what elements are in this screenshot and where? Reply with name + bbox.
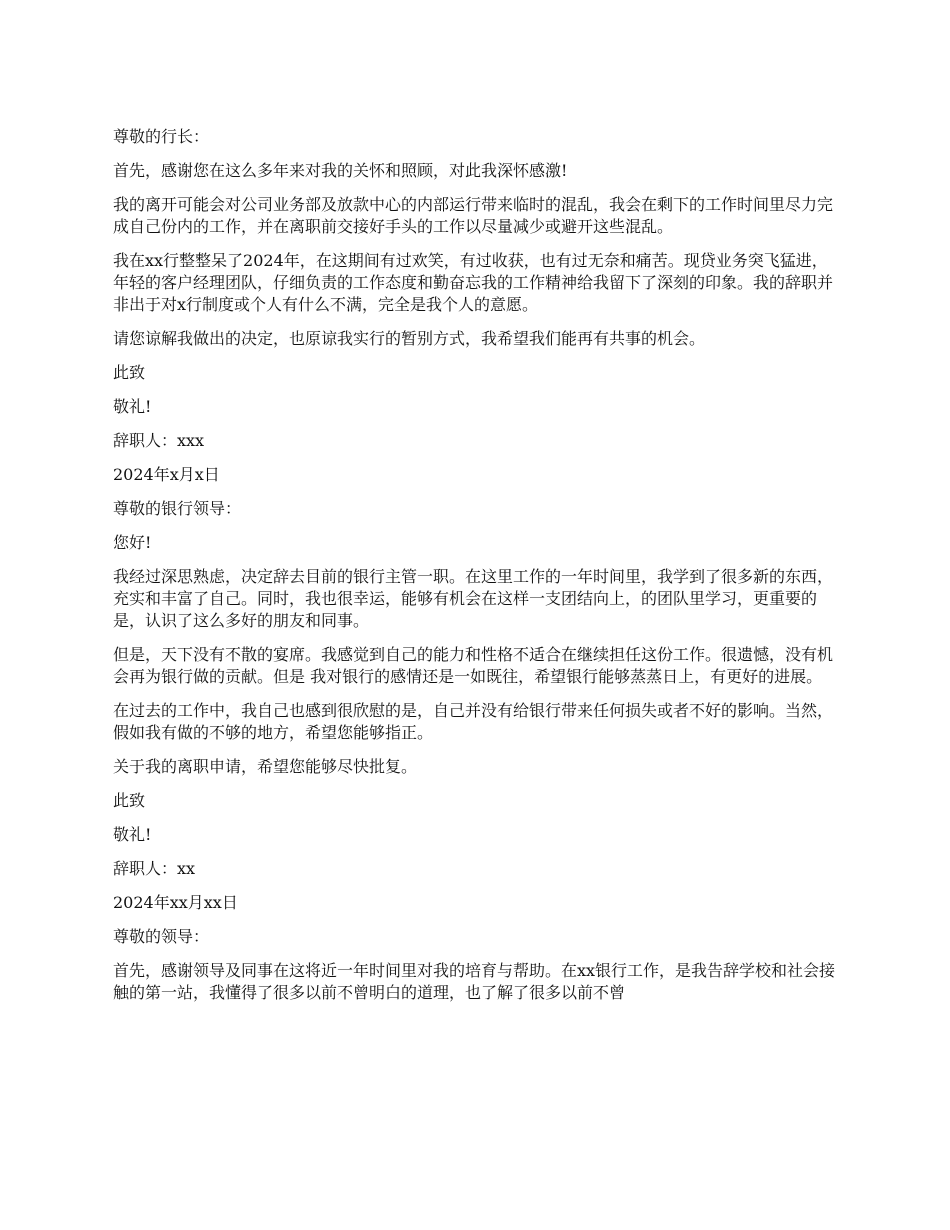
signature-resigner: 辞职人：xxx [113,431,205,450]
closing-jingli-2: 敬礼! [113,825,152,844]
closing-cizhi-2: 此致 [113,791,146,810]
salutation-bank-leader: 尊敬的银行领导： [113,499,242,518]
salutation-president: 尊敬的行长： [113,127,210,146]
signature-date: 2024年x月x日 [113,465,220,484]
signature-date-2: 2024年xx月xx日 [113,893,238,912]
signature-resigner-2: 辞职人：xx [113,859,196,878]
paragraph-decision: 我经过深思熟虑，决定辞去目前的银行主管一职。在这里工作的一年时间里，我学到了很多新的东西，充实和丰富了自己。同时，我也很幸运，能够有机会在这样一支团结向上，的团队里学习，更重要的是，认识了这么多好的朋友和同事。 [113,567,834,630]
paragraph-gratitude: 首先，感谢领导及同事在这将近一年时间里对我的培育与帮助。在xx银行工作，是我告辞学校和社会接触的第一站，我懂得了很多以前不曾明白的道理，也了解了很多以前不曾 [113,961,836,1002]
paragraph-understanding: 请您谅解我做出的决定，也原谅我实行的暂别方式，我希望我们能再有共事的机会。 [113,329,706,348]
paragraph-request: 关于我的离职申请，希望您能够尽快批复。 [113,757,418,776]
salutation-leader: 尊敬的领导： [113,927,210,946]
greeting-hello: 您好! [113,533,152,552]
paragraph-experience: 我在xx行整整呆了2024年，在这期间有过欢笑，有过收获，也有过无奈和痛苦。现贷业务突飞猛进，年轻的客户经理团队，仔细负责的工作态度和勤奋忘我的工作精神给我留下了深刻的印象。我的辞职并非出于对x行制度或个人有什么不满，完全是我个人的意愿。 [113,251,834,314]
document-body [113,126,839,1016]
paragraph-thanks: 首先，感谢您在这么多年来对我的关怀和照顾，对此我深怀感激! [113,161,568,180]
paragraph-reflection: 在过去的工作中，我自己也感到很欣慰的是，自己并没有给银行带来任何损失或者不好的影响。当然，假如我有做的不够的地方，希望您能够指正。 [113,701,834,742]
paragraph-farewell: 但是，天下没有不散的宴席。我感觉到自己的能力和性格不适合在继续担任这份工作。很遗憾，没有机会再为银行做的贡献。但是 我对银行的感情还是一如既往，希望银行能够蒸蒸日上，有更好的进展。 [113,645,834,686]
paragraph-handover: 我的离开可能会对公司业务部及放款中心的内部运行带来临时的混乱，我会在剩下的工作时间里尽力完成自己份内的工作，并在离职前交接好手头的工作以尽量减少或避开这些混乱。 [113,195,834,236]
closing-jingli: 敬礼! [113,397,152,416]
closing-cizhi: 此致 [113,363,146,382]
